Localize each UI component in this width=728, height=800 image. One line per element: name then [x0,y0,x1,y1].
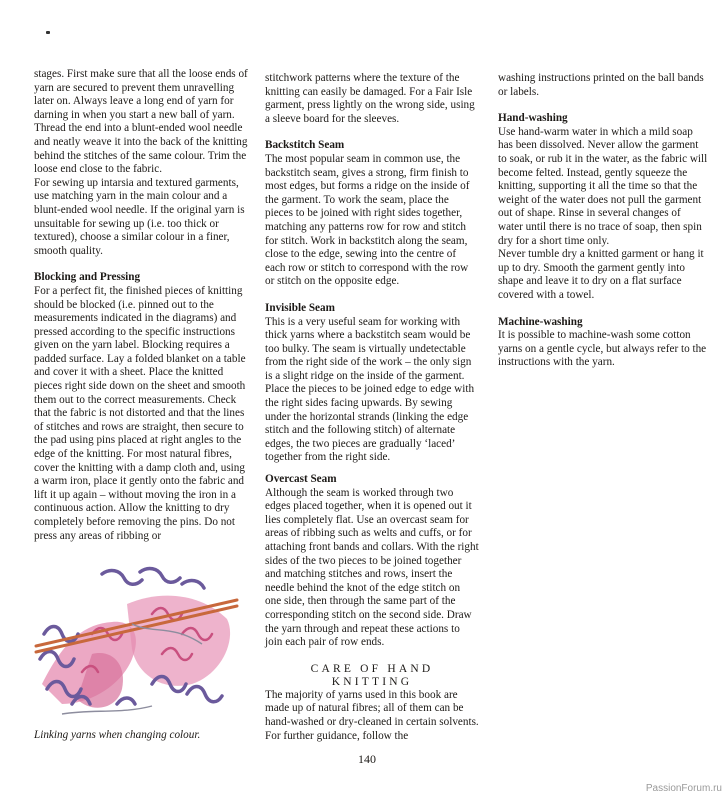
heading-hand-washing: Hand-washing [498,112,568,125]
paragraph: Never tumble dry a knitted garment or hang it up to dry. Smooth the garment gently into shape and leave it to dry on a flat surface covered with a towel. [498,248,704,301]
paragraph: This is a very useful seam for working with thick yarns where a backstitch seam would be too bulky. The seam is virtually undetectable from the right side of the work – the only sign is a slight ridge on the inside of the garment. Place the pieces to be joined edge to edge with the right sides facing upwards. By sewing under the horizontal strands (linking the edge stitch and the following stitch) of alternate edges, the two pieces are gradually ‘laced’ together from the right side. [265,315,475,464]
paragraph: It is possible to machine-wash some cotton yarns on a gentle cycle, but always refer to the instructions with the yarn. [498,329,707,369]
column-middle [265,72,479,743]
heading-machine-washing: Machine-washing [498,315,583,328]
column-right [498,72,708,370]
section-title-care-2: KNITTING [331,675,413,688]
page-number: 140 [358,752,376,766]
paragraph: washing instructions printed on the ball bands or labels. [498,72,704,98]
paragraph: stitchwork patterns where the texture of the knitting can easily be damaged. For a Fair Isle garment, press lightly on the wrong side, using a sleeve board for the sleeves. [265,72,475,125]
paragraph: The majority of yarns used in this book are made up of natural fibres; all of them can be hand-washed or dry-cleaned in certain solvents. For further guidance, follow the [265,688,479,742]
paragraph: The most popular seam in common use, the backstitch seam, gives a strong, firm finish to most edges, but forms a ridge on the inside of the garment. To work the seam, place the pieces to be joined with right sides together, matching any patterns row for row and stitch for stitch. Work in backstitch along the seam, close to the edge, sewing into the centre of each row or stitch to correspond with the row or stitch on the opposite edge. [265,152,470,288]
heading-blocking-pressing: Blocking and Pressing [34,271,141,284]
paragraph: Although the seam is worked through two edges placed together, when it is opened out it lies completely flat. Use an overcast seam for areas of ribbing such as welts and cuffs, or for attaching front bands and collars. With the right sides of the two pieces to be joined together and matching stitches and rows, insert the needle behind the knot of the edge stitch on one side, then through the same part of the corresponding stitch on the second side. Draw the yarn through and repeat these actions to join each pair of row ends. [265,486,479,649]
watermark: PassionForum.ru [645,783,722,794]
section-title-care: CARE OF HAND [310,662,434,675]
heading-invisible-seam: Invisible Seam [265,301,335,314]
paragraph: stages. First make sure that all the loose ends of yarn are secured to prevent them unravelling later on. Always leave a long end of yarn for darning in when you start a new ball of yarn. Thread the end into a blunt-ended wool needle and neatly weave it into the back of the knitting behind the stitches of the same colour. Trim the loose end close to the fabric. [34,68,248,176]
paragraph: Use hand-warm water in which a mild soap has been dissolved. Never allow the garment to soak, or rub it in the water, as the fabric will become felted. Instead, gently squeeze the knitting, supporting it all the time so that the weight of the water does not pull the garment out of shape. Rinse in several changes of water until there is no trace of soap, then spin dry for a short time only. [498,125,708,247]
paragraph: For a perfect fit, the finished pieces of knitting should be blocked (i.e. pinned out to the measurements indicated in the diagrams) and pressed according to the specific instructions given on the yarn label. Blocking requires a padded surface. Lay a folded blanket on a table and cover it with a sheet. Place the knitted pieces right side down on the sheet and smooth them out to the correct measurements. Check that the fabric is not distorted and that the lines of stitches and rows are straight, then secure to the pad using pins placed at right angles to the edge of the knitting. For most natural fibres, cover the knitting with a damp cloth and, using a warm iron, place it gently onto the fabric and lift it up again – without moving the iron in a continuous action. Allow the knitting to dry completely before removing the pins. Do not press any areas of ribbing or [34,284,246,542]
knitting-illustration [32,564,244,724]
heading-overcast-seam: Overcast Seam [265,473,337,486]
figure-caption: Linking yarns when changing colour. [34,729,201,741]
heading-backstitch-seam: Backstitch Seam [265,139,345,152]
page-mark [46,31,50,34]
column-left [34,68,248,543]
paragraph: For sewing up intarsia and textured garments, use matching yarn in the main colour and a blunt-ended wool needle. If the original yarn is unsuitable for sewing up (i.e. too thick or textured), choose a similar colour in a finer, smooth quality. [34,176,245,257]
